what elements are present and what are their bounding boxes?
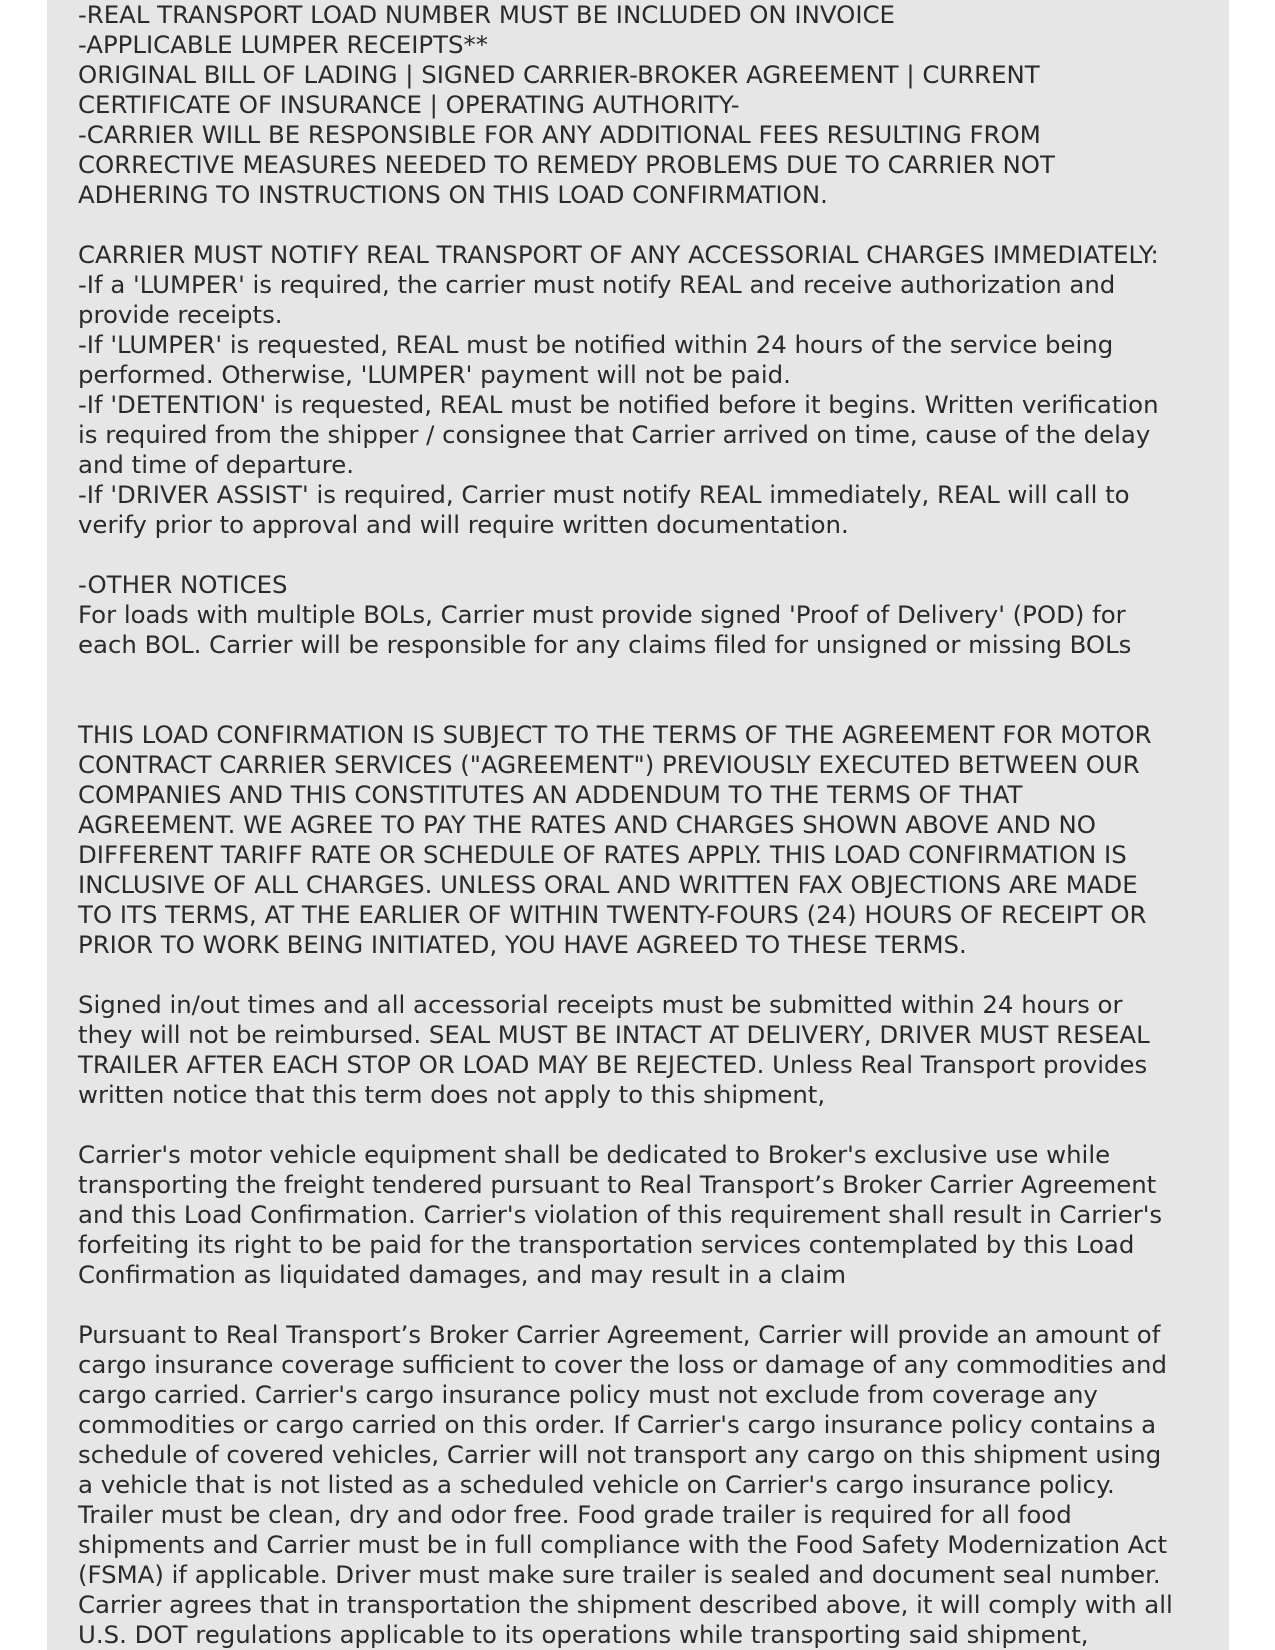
notice-line: ORIGINAL BILL OF LADING | SIGNED CARRIER-BROKER AGREEMENT | CURRENT [78,60,1040,89]
equipment-line: Confirmation as liquidated damages, and may result in a claim [78,1260,846,1289]
accessorial-line: performed. Otherwise, 'LUMPER' payment will not be paid. [78,360,791,389]
insurance-line: schedule of covered vehicles, Carrier will not transport any cargo on this shipment using [78,1440,1162,1469]
accessorial-heading: CARRIER MUST NOTIFY REAL TRANSPORT OF ANY ACCESSORIAL CHARGES IMMEDIATELY: [78,240,1159,269]
other-notices-heading: -OTHER NOTICES [78,570,288,599]
paragraph-gap [78,1290,1198,1320]
accessorial-line: -If 'DRIVER ASSIST' is required, Carrier must notify REAL immediately, REAL will call to [78,480,1130,509]
document-page [47,0,1229,1650]
equipment-line: forfeiting its right to be paid for the transportation services contemplated by this Load [78,1230,1135,1259]
insurance-line: shipments and Carrier must be in full compliance with the Food Safety Modernization Act [78,1530,1168,1559]
insurance-line: (FSMA) if applicable. Driver must make sure trailer is sealed and document seal number. [78,1560,1161,1589]
terms-line: COMPANIES AND THIS CONSTITUTES AN ADDENDUM TO THE TERMS OF THAT [78,780,1023,809]
insurance-line: cargo carried. Carrier's cargo insurance policy must not exclude from coverage any [78,1380,1098,1409]
paragraph-gap [78,960,1198,990]
equipment-section [78,1140,1198,1290]
signed-times-section [78,990,1198,1110]
insurance-line: cargo insurance coverage sufficient to cover the loss or damage of any commodities and [78,1350,1167,1379]
terms-section [78,720,1198,960]
other-notices-section [78,570,1198,660]
document-body [78,0,1198,1650]
accessorial-line: provide receipts. [78,300,283,329]
accessorial-line: is required from the shipper / consignee that Carrier arrived on time, cause of the delay [78,420,1151,449]
top-notices [78,0,1198,210]
accessorial-charges-section [78,240,1198,540]
signed-times-line: written notice that this term does not apply to this shipment, [78,1080,826,1109]
terms-line: THIS LOAD CONFIRMATION IS SUBJECT TO THE TERMS OF THE AGREEMENT FOR MOTOR [78,720,1152,749]
terms-line: AGREEMENT. WE AGREE TO PAY THE RATES AND CHARGES SHOWN ABOVE AND NO [78,810,1096,839]
accessorial-line: and time of departure. [78,450,354,479]
other-notices-line: For loads with multiple BOLs, Carrier must provide signed 'Proof of Delivery' (POD) for [78,600,1126,629]
signed-times-line: Signed in/out times and all accessorial receipts must be submitted within 24 hours or [78,990,1123,1019]
notice-line: ADHERING TO INSTRUCTIONS ON THIS LOAD CONFIRMATION. [78,180,828,209]
insurance-line: commodities or cargo carried on this order. If Carrier's cargo insurance policy contains a [78,1410,1157,1439]
terms-line: TO ITS TERMS, AT THE EARLIER OF WITHIN TWENTY-FOURS (24) HOURS OF RECEIPT OR [78,900,1147,929]
terms-line: CONTRACT CARRIER SERVICES ("AGREEMENT") PREVIOUSLY EXECUTED BETWEEN OUR [78,750,1140,779]
accessorial-line: -If a 'LUMPER' is required, the carrier must notify REAL and receive authorization and [78,270,1116,299]
other-notices-line: each BOL. Carrier will be responsible for any claims filed for unsigned or missing BOLs [78,630,1132,659]
signed-times-line: TRAILER AFTER EACH STOP OR LOAD MAY BE REJECTED. Unless Real Transport provides [78,1050,1148,1079]
paragraph-gap [78,1110,1198,1140]
notice-line: -CARRIER WILL BE RESPONSIBLE FOR ANY ADDITIONAL FEES RESULTING FROM [78,120,1041,149]
paragraph-gap [78,660,1198,720]
accessorial-line: -If 'DETENTION' is requested, REAL must be notified before it begins. Written verification [78,390,1159,419]
equipment-line: Carrier's motor vehicle equipment shall be dedicated to Broker's exclusive use while [78,1140,1111,1169]
insurance-section [78,1320,1198,1650]
notice-line: CORRECTIVE MEASURES NEEDED TO REMEDY PROBLEMS DUE TO CARRIER NOT [78,150,1055,179]
insurance-line: Carrier agrees that in transportation the shipment described above, it will comply with all [78,1590,1173,1619]
notice-line: -APPLICABLE LUMPER RECEIPTS** [78,30,488,59]
equipment-line: transporting the freight tendered pursuant to Real Transport’s Broker Carrier Agreement [78,1170,1157,1199]
equipment-line: and this Load Confirmation. Carrier's violation of this requirement shall result in Carrier's [78,1200,1163,1229]
signed-times-line: they will not be reimbursed. SEAL MUST BE INTACT AT DELIVERY, DRIVER MUST RESEAL [78,1020,1150,1049]
insurance-line: Trailer must be clean, dry and odor free. Food grade trailer is required for all food [78,1500,1072,1529]
insurance-line: Pursuant to Real Transport’s Broker Carrier Agreement, Carrier will provide an amount of [78,1320,1161,1349]
paragraph-gap [78,210,1198,240]
insurance-line: a vehicle that is not listed as a scheduled vehicle on Carrier's cargo insurance policy. [78,1470,1115,1499]
terms-line: INCLUSIVE OF ALL CHARGES. UNLESS ORAL AND WRITTEN FAX OBJECTIONS ARE MADE [78,870,1138,899]
paragraph-gap [78,540,1198,570]
terms-line: PRIOR TO WORK BEING INITIATED, YOU HAVE AGREED TO THESE TERMS. [78,930,967,959]
terms-line: DIFFERENT TARIFF RATE OR SCHEDULE OF RATES APPLY. THIS LOAD CONFIRMATION IS [78,840,1127,869]
insurance-line: U.S. DOT regulations applicable to its operations while transporting said shipment, [78,1620,1089,1649]
accessorial-line: -If 'LUMPER' is requested, REAL must be notified within 24 hours of the service being [78,330,1114,359]
accessorial-line: verify prior to approval and will require written documentation. [78,510,849,539]
notice-line: CERTIFICATE OF INSURANCE | OPERATING AUTHORITY- [78,90,740,119]
notice-line: -REAL TRANSPORT LOAD NUMBER MUST BE INCLUDED ON INVOICE [78,0,895,29]
